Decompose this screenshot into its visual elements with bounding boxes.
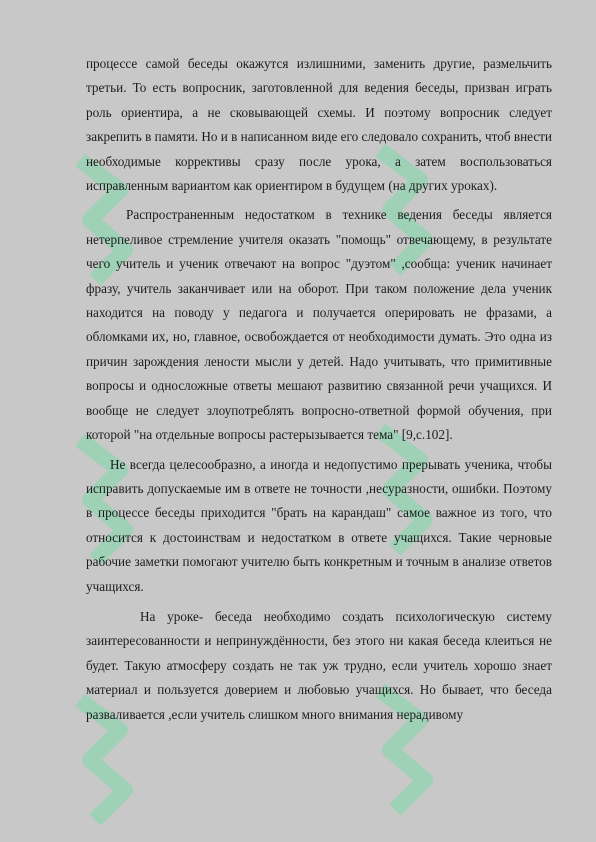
document-body	[86, 52, 552, 727]
paragraph: На уроке- беседа необходимо создать психологическую систему заинтересованности и непринуждённости, без этого ни какая беседа клеиться не будет. Такую атмосферу создать не так уж трудно, если учитель хорошо знает материал и пользуется доверием и любовью учащихся. Но бывает, что беседа разваливается ,если учитель слишком много внимания нерадивому	[86, 608, 552, 722]
paragraph: Не всегда целесообразно, а иногда и недопустимо прерывать ученика, чтобы исправить допускаемые им в ответе не точности ,несуразности, ошибки. Поэтому в процессе беседы приходится "брать на карандаш" самое важное из того, что относится к достоинствам и недостатком в ответе учащихся. Такие черновые рабочие заметки помогают учителю быть конкретным и точным в анализе ответов учащихся.	[86, 456, 552, 594]
paragraph: Распространенным недостатком в технике ведения беседы является нетерпеливое стремление учителя оказать "помощь" отвечающему, в результате чего учитель и ученик отвечают на вопрос "дуэтом" ,сообща: ученик начинает фразу, учитель заканчивает или на оборот. При таком положение дела ученик находится на поводу у педагога и получается оперировать не фразами, а обломками их, но, главное, освобождается от необходимости думать. Это одна из причин зарождения лености мысли у детей. Надо учитывать, что примитивные вопросы и односложные ответы мешают развитию связанной речи учащихся. И вообще не следует злоупотреблять вопросно-ответной формой обучения, при которой "на отдельные вопросы растерызывается тема" [9,с.102].	[86, 207, 552, 443]
paragraph: процессе самой беседы окажутся излишними, заменить другие, размельчить третьи. То есть вопросник, заготовленной для ведения беседы, призван играть роль ориентира, а не сковывающей схемы. И поэтому вопросник следует закрепить в памяти. Но и в написанном виде его следовало сохранить, чтоб внести необходимые коррективы сразу после урока, а затем воспользоваться исправленным вариантом как ориентиром в будущем (на других уроках).	[86, 56, 552, 194]
